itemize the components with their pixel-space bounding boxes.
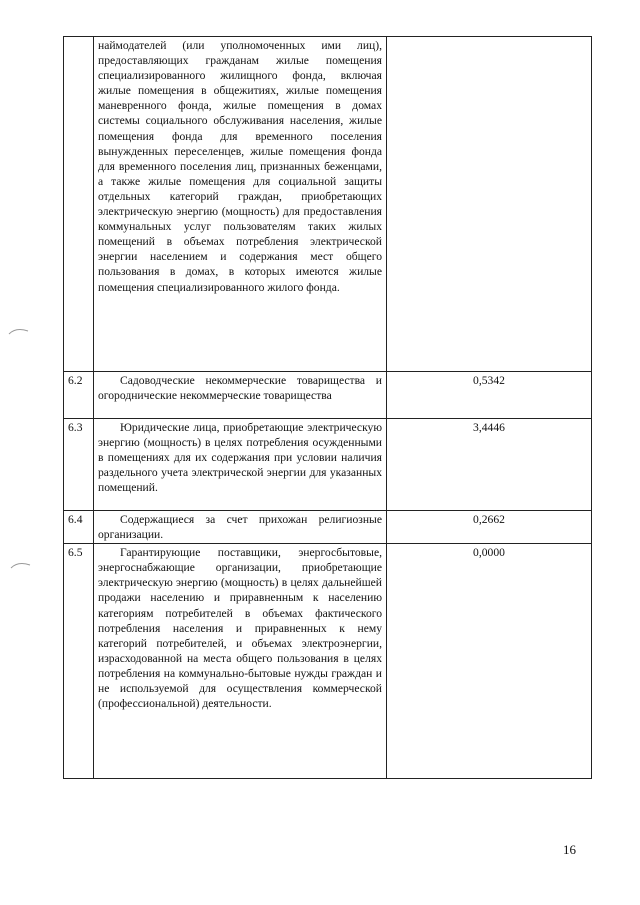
tariff-table (63, 36, 592, 779)
row-number (64, 37, 94, 372)
row-value: 0,0000 (387, 544, 592, 779)
table-row (64, 511, 592, 544)
table-row (64, 419, 592, 511)
table-row (64, 37, 592, 372)
row-number: 6.3 (64, 419, 94, 511)
row-description: Гарантирующие поставщики, энергосбытовые, энергоснабжающие организации, приобретающие электрическую энергию (мощность) в целях дальнейшей продажи населению и приравненным к населению категориям потребителей в объемах фактического потребления населения и приравненных к нему категорий потребителей, и объемах электроэнергии, израсходованной на места общего пользования в целях потребления на коммунально-бытовые нужды граждан и не используемой для осуществления коммерческой (профессиональной) деятельности. (94, 544, 387, 779)
scan-mark-left-bottom (10, 560, 32, 570)
row-description: Содержащиеся за счет прихожан религиозные организации. (94, 511, 387, 544)
page-number: 16 (563, 842, 576, 857)
row-description: Садоводческие некоммерческие товарищества и огороднические некоммерческие товарищества (94, 372, 387, 419)
row-description: наймодателей (или уполномоченных ими лиц), предоставляющих гражданам жилые помещения специализированного жилищного фонда, включая жилые помещения в общежитиях, жилые помещения маневренного фонда, жилые помещения в домах системы социального обслуживания населения, жилые помещения фонда для временного поселения вынужденных переселенцев, жилые помещения фонда для временного поселения лиц, признанных беженцами, а также жилые помещения для социальной защиты отдельных категорий граждан, приобретающих электрическую энергию (мощность) для предоставления коммунальных услуг пользователям таких жилых помещений в объемах потребления электрической энергии населением и содержания мест общего пользования в домах, в которых имеются жилые помещения специализированного жилого фонда. (94, 37, 387, 372)
row-description: Юридические лица, приобретающие электрическую энергию (мощность) в целях потребления осужденными в помещениях для их содержания при условии наличия раздельного учета электрической энергии для указанных помещений. (94, 419, 387, 511)
table-row (64, 544, 592, 779)
row-value: 0,5342 (387, 372, 592, 419)
row-value (387, 37, 592, 372)
row-number: 6.4 (64, 511, 94, 544)
row-number: 6.2 (64, 372, 94, 419)
row-number: 6.5 (64, 544, 94, 779)
table-row (64, 372, 592, 419)
row-value: 0,2662 (387, 511, 592, 544)
scan-mark-left-top (8, 326, 30, 336)
row-value: 3,4446 (387, 419, 592, 511)
